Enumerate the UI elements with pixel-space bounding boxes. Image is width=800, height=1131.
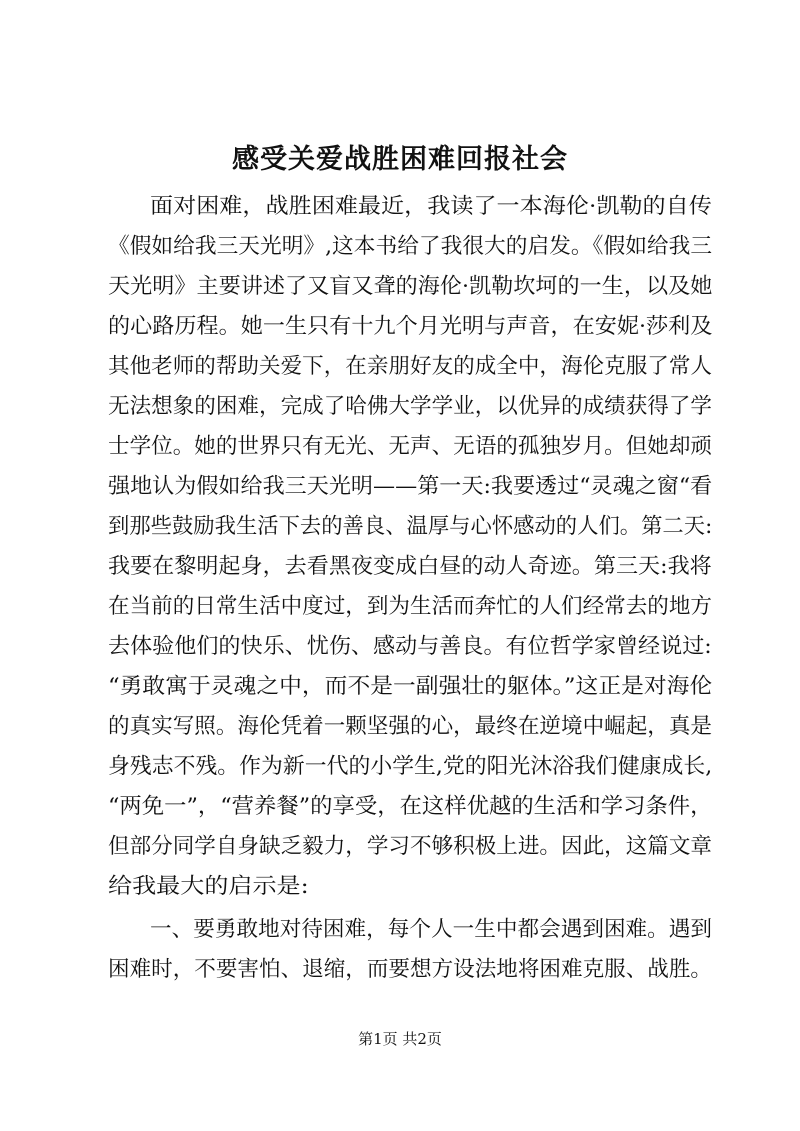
body-line: 到那些鼓励我生活下去的善良、温厚与心怀感动的人们。第二天: xyxy=(108,514,713,539)
document-title: 感受关爱战胜困难回报社会 xyxy=(232,144,568,175)
body-line: 去体验他们的快乐、忧伤、感动与善良。有位哲学家曾经说过: xyxy=(108,634,712,659)
body-line: 强地认为假如给我三天光明——第一天:我要透过“灵魂之窗“看 xyxy=(108,474,713,499)
body-line: 一、要勇敢地对待困难，每个人一生中都会遇到困难。遇到 xyxy=(150,917,713,942)
body-line: 面对困难，战胜困难最近，我读了一本海伦·凯勒的自传 xyxy=(150,194,712,219)
body-line: 无法想象的困难，完成了哈佛大学学业，以优异的成绩获得了学 xyxy=(108,394,713,419)
body-line: 身残志不残。作为新一代的小学生,党的阳光沐浴我们健康成长, xyxy=(108,754,713,779)
body-line: “勇敢寓于灵魂之中，而不是一副强壮的躯体。”这正是对海伦 xyxy=(108,674,713,699)
body-line: 我要在黎明起身，去看黑夜变成白昼的动人奇迹。第三天:我将 xyxy=(108,554,712,579)
body-line: 在当前的日常生活中度过，到为生活而奔忙的人们经常去的地方 xyxy=(108,594,713,619)
body-line: “两免一”，“营养餐”的享受，在这样优越的生活和学习条件， xyxy=(108,794,713,819)
body-line: 给我最大的启示是: xyxy=(108,874,309,899)
body-line: 的真实写照。海伦凭着一颗坚强的心，最终在逆境中崛起，真是 xyxy=(108,714,713,739)
body-line: 士学位。她的世界只有无光、无声、无语的孤独岁月。但她却顽 xyxy=(108,434,713,459)
body-line: 的心路历程。她一生只有十九个月光明与声音，在安妮·莎利及 xyxy=(108,314,713,339)
body-line: 其他老师的帮助关爱下，在亲朋好友的成全中，海伦克服了常人 xyxy=(108,354,713,379)
page-number-footer: 第1页 共2页 xyxy=(358,1030,442,1048)
body-line: 《假如给我三天光明》,这本书给了我很大的启发。《假如给我三 xyxy=(108,234,713,259)
body-line: 天光明》主要讲述了又盲又聋的海伦·凯勒坎坷的一生，以及她 xyxy=(108,274,713,299)
body-line: 困难时，不要害怕、退缩，而要想方设法地将困难克服、战胜。 xyxy=(108,957,713,982)
body-line: 但部分同学自身缺乏毅力，学习不够积极上进。因此，这篇文章 xyxy=(108,834,713,859)
